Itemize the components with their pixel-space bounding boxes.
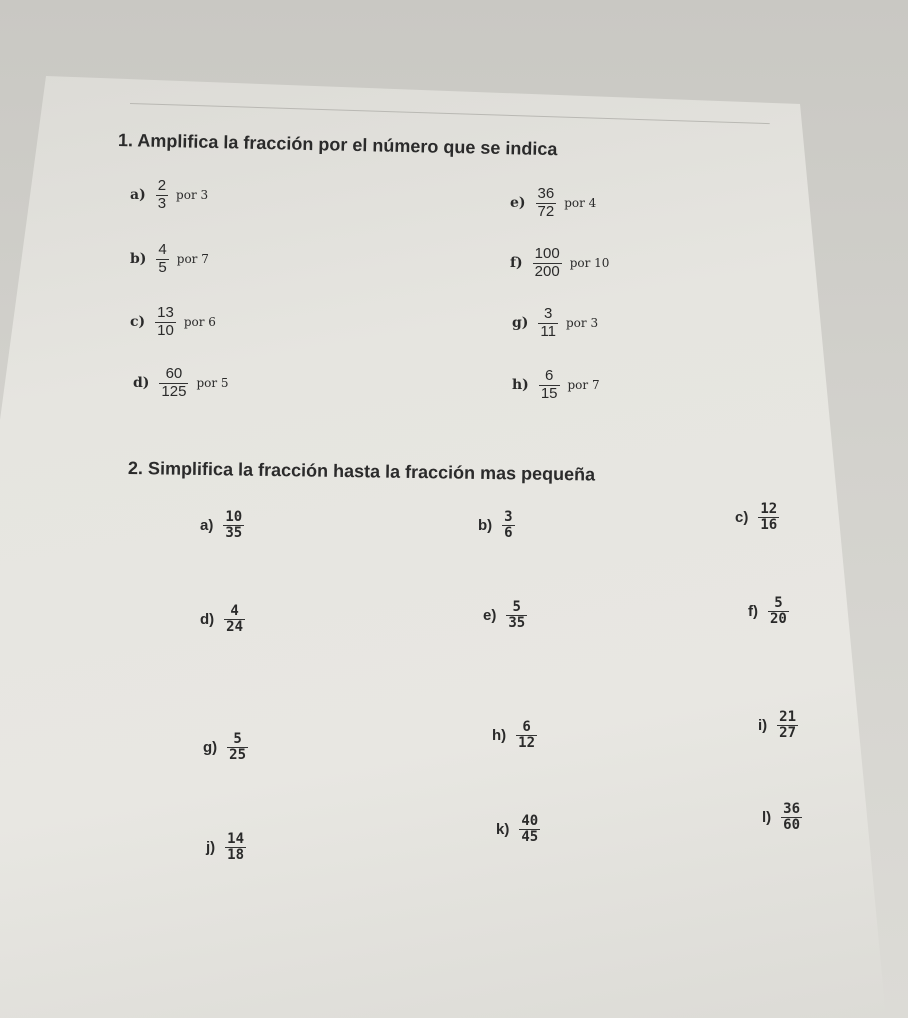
- exercise-2i: [758, 710, 798, 742]
- item-label: g): [512, 315, 529, 331]
- multiplier-text: por 10: [569, 256, 610, 270]
- denominator: 3: [157, 194, 167, 212]
- denominator: 6: [504, 525, 513, 542]
- item-label: g): [203, 739, 218, 757]
- fraction: [516, 720, 537, 752]
- fraction: [533, 246, 562, 280]
- numerator: 40: [521, 813, 539, 829]
- denominator: 18: [227, 847, 245, 864]
- item-label: c): [735, 509, 749, 527]
- denominator: 12: [518, 735, 536, 752]
- exercise-2b: [478, 510, 515, 542]
- numerator: 60: [165, 365, 183, 382]
- fraction: [781, 802, 802, 834]
- fraction: [519, 814, 540, 846]
- exercise-1b: [130, 242, 209, 276]
- denominator: 72: [537, 202, 555, 220]
- denominator: 200: [534, 262, 560, 280]
- item-label: h): [492, 727, 507, 745]
- item-label: i): [758, 717, 768, 735]
- multiplier-text: por 7: [567, 378, 600, 392]
- numerator: 21: [779, 709, 797, 725]
- item-label: d): [200, 611, 215, 629]
- denominator: 15: [540, 384, 558, 402]
- exercise-1c: [130, 305, 216, 339]
- exercise-1g: [512, 306, 598, 340]
- numerator: 100: [534, 245, 560, 262]
- fraction: [539, 368, 560, 402]
- denominator: 125: [161, 382, 187, 400]
- multiplier-text: por 6: [183, 315, 216, 329]
- fraction: [777, 710, 798, 742]
- numerator: 6: [544, 367, 554, 384]
- exercise-2g: [203, 732, 248, 764]
- multiplier-text: por 4: [564, 196, 597, 210]
- fraction: [155, 305, 176, 339]
- item-label: f): [748, 603, 758, 621]
- numerator: 36: [783, 801, 801, 817]
- exercise-1e: [510, 186, 596, 220]
- exercise-2k: [496, 814, 540, 846]
- fraction: [506, 600, 527, 632]
- exercise-2c: [735, 502, 779, 534]
- item-label: k): [496, 821, 510, 839]
- exercise-2d: [200, 604, 245, 636]
- denominator: 25: [229, 747, 247, 764]
- numerator: 3: [544, 305, 553, 322]
- fraction: [536, 186, 557, 220]
- exercise-2f: [748, 596, 789, 628]
- denominator: 27: [779, 725, 797, 742]
- fraction: [156, 178, 168, 212]
- multiplier-text: por 5: [196, 376, 229, 390]
- item-label: l): [762, 809, 772, 827]
- denominator: 10: [157, 321, 174, 339]
- section-2-title: 2. Simplifica la fracción hasta la fracción mas pequeña: [127, 458, 596, 485]
- multiplier-text: por 7: [176, 252, 209, 266]
- exercise-1h: [512, 368, 600, 402]
- item-label: b): [130, 251, 147, 267]
- item-label: d): [133, 375, 150, 391]
- denominator: 35: [508, 615, 526, 632]
- fraction: [758, 502, 779, 534]
- exercise-2a: [200, 510, 244, 542]
- item-label: a): [200, 517, 214, 535]
- multiplier-text: por 3: [176, 188, 209, 202]
- item-label: e): [510, 195, 526, 211]
- exercise-2h: [492, 720, 537, 752]
- numerator: 6: [522, 719, 531, 735]
- fraction: [502, 510, 514, 542]
- numerator: 2: [157, 177, 167, 194]
- denominator: 35: [225, 525, 243, 542]
- item-label: c): [130, 314, 146, 330]
- item-label: e): [483, 607, 497, 625]
- fraction: [227, 732, 248, 764]
- multiplier-text: por 3: [566, 316, 599, 330]
- fraction: [225, 832, 246, 864]
- numerator: 5: [774, 595, 783, 611]
- numerator: 12: [760, 501, 778, 517]
- exercise-2e: [483, 600, 527, 632]
- fraction: [538, 306, 558, 340]
- numerator: 14: [227, 831, 245, 847]
- denominator: 24: [226, 619, 244, 636]
- exercise-2l: [762, 802, 802, 834]
- numerator: 5: [512, 599, 521, 615]
- item-label: b): [478, 517, 493, 535]
- section-1-title: 1. Amplifica la fracción por el número que se indica: [117, 130, 558, 160]
- fraction: [768, 596, 789, 628]
- exercise-2j: [206, 832, 246, 864]
- fraction: [156, 242, 168, 276]
- numerator: 4: [230, 603, 239, 619]
- fraction: [223, 510, 244, 542]
- item-label: a): [130, 187, 146, 203]
- denominator: 16: [760, 517, 778, 534]
- denominator: 45: [521, 829, 539, 846]
- numerator: 5: [233, 731, 242, 747]
- item-label: j): [206, 839, 216, 857]
- numerator: 4: [158, 241, 167, 258]
- fraction: [224, 604, 245, 636]
- item-label: f): [510, 255, 523, 271]
- exercise-1d: [133, 366, 229, 400]
- numerator: 3: [504, 509, 513, 525]
- numerator: 36: [537, 185, 555, 202]
- denominator: 20: [770, 611, 787, 628]
- numerator: 10: [225, 509, 243, 525]
- denominator: 5: [158, 258, 167, 276]
- numerator: 13: [157, 304, 174, 321]
- denominator: 60: [783, 817, 801, 834]
- denominator: 11: [540, 322, 556, 340]
- fraction: [159, 366, 188, 400]
- exercise-1a: [130, 178, 208, 212]
- item-label: h): [512, 377, 529, 393]
- exercise-1f: [510, 246, 609, 280]
